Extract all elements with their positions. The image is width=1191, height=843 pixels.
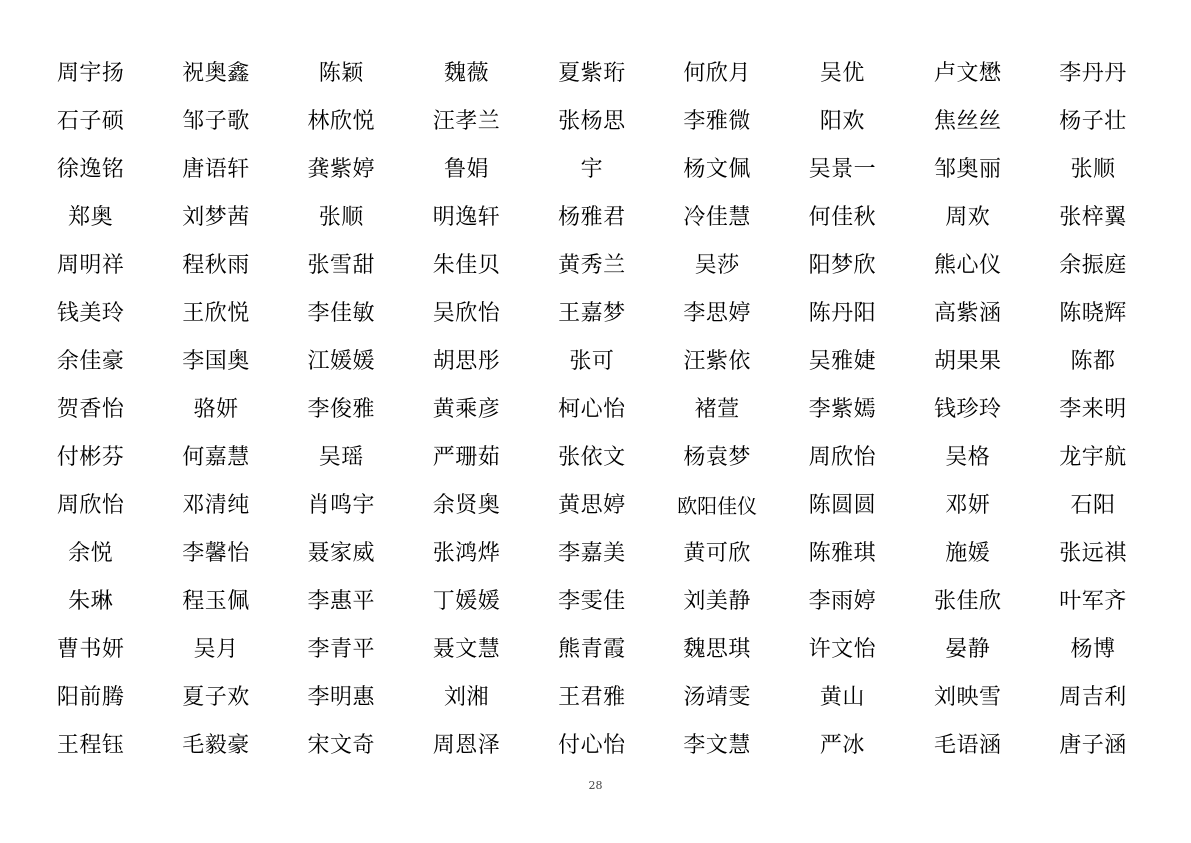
name-cell: 李佳敏: [307, 301, 375, 326]
name-cell: 李来明: [1059, 397, 1127, 422]
name-cell: 何佳秋: [808, 205, 877, 230]
name-cell: 杨子壮: [1059, 109, 1127, 134]
name-cell: 张佳欣: [933, 589, 1002, 614]
name-cell: 张可: [569, 349, 615, 374]
name-cell: 郑奥: [68, 205, 114, 230]
name-cell: 施媛: [945, 541, 991, 566]
name-cell: 杨博: [1070, 637, 1116, 662]
name-cell: 李明惠: [307, 685, 375, 710]
name-cell: 刘梦茜: [182, 205, 250, 230]
name-cell: 李思婷: [683, 301, 751, 326]
name-cell: 徐逸铭: [56, 157, 125, 182]
name-cell: 熊青霞: [558, 637, 626, 662]
name-cell: 骆妍: [193, 397, 239, 422]
name-cell: 李丹丹: [1059, 61, 1127, 86]
name-cell: 石阳: [1070, 493, 1116, 518]
name-cell: 余佳豪: [56, 349, 125, 374]
name-cell: 唐语轩: [182, 157, 250, 182]
name-cell: 张杨思: [558, 109, 626, 134]
name-cell: 严冰: [819, 733, 865, 758]
name-cell: 严珊茹: [432, 445, 501, 470]
name-cell: 李国奥: [182, 349, 250, 374]
name-cell: 鲁娟: [444, 157, 490, 182]
name-cell: 江媛媛: [307, 349, 375, 374]
name-cell: 吴莎: [694, 253, 740, 278]
name-cell: 吴优: [819, 61, 865, 86]
name-cell: 李雅微: [683, 109, 751, 134]
name-cell: 汪紫依: [683, 349, 751, 374]
name-cell: 吴月: [193, 637, 239, 662]
name-cell: 刘映雪: [933, 685, 1002, 710]
name-cell: 冷佳慧: [683, 205, 751, 230]
name-cell: 陈颖: [318, 61, 364, 86]
name-cell: 高紫涵: [933, 301, 1002, 326]
name-cell: 陈都: [1070, 349, 1116, 374]
name-cell: 阳前腾: [56, 685, 125, 710]
name-cell: 杨雅君: [558, 205, 626, 230]
name-cell: 李俊雅: [307, 397, 375, 422]
name-cell: 程秋雨: [182, 253, 250, 278]
name-cell: 欧阳佳仪: [677, 494, 758, 518]
name-cell: 毛毅豪: [182, 733, 250, 758]
name-cell: 朱琳: [68, 589, 114, 614]
name-cell: 林欣悦: [307, 109, 375, 134]
name-cell: 周欢: [945, 205, 991, 230]
name-cell: 李雨婷: [808, 589, 877, 614]
name-cell: 程玉佩: [182, 589, 250, 614]
name-cell: 毛语涵: [933, 733, 1002, 758]
name-cell: 石子硕: [56, 109, 125, 134]
name-cell: 邓清纯: [182, 493, 250, 518]
name-cell: 阳欢: [819, 109, 865, 134]
name-cell: 李文慧: [683, 733, 751, 758]
name-cell: 黄可欣: [683, 541, 751, 566]
name-cell: 魏思琪: [683, 637, 751, 662]
name-cell: 黄山: [819, 685, 865, 710]
name-cell: 余贤奥: [432, 493, 501, 518]
name-cell: 龙宇航: [1059, 445, 1127, 470]
name-cell: 王嘉梦: [558, 301, 626, 326]
name-cell: 杨袁梦: [683, 445, 751, 470]
name-cell: 张顺: [318, 205, 364, 230]
name-cell: 卢文懋: [933, 61, 1002, 86]
name-cell: 余振庭: [1059, 253, 1127, 278]
name-cell: 陈晓辉: [1059, 301, 1127, 326]
name-cell: 吴景一: [808, 157, 877, 182]
name-cell: 张依文: [558, 445, 626, 470]
name-cell: 李青平: [307, 637, 375, 662]
name-cell: 邹奥丽: [933, 157, 1002, 182]
name-cell: 李嘉美: [558, 541, 626, 566]
name-cell: 黄乘彦: [432, 397, 501, 422]
name-cell: 熊心仪: [933, 253, 1002, 278]
name-cell: 曹书妍: [56, 637, 125, 662]
name-cell: 吴雅婕: [808, 349, 877, 374]
name-cell: 陈丹阳: [808, 301, 877, 326]
name-cell: 许文怡: [808, 637, 877, 662]
name-cell: 夏紫珩: [558, 61, 626, 86]
name-cell: 胡果果: [933, 349, 1002, 374]
name-cell: 汪孝兰: [432, 109, 501, 134]
name-cell: 余悦: [68, 541, 114, 566]
name-cell: 黄秀兰: [558, 253, 626, 278]
name-cell: 钱美玲: [56, 301, 125, 326]
name-cell: 肖鸣宇: [307, 493, 375, 518]
name-cell: 付彬芬: [56, 445, 125, 470]
name-cell: 龚紫婷: [307, 157, 375, 182]
name-cell: 晏静: [945, 637, 991, 662]
name-cell: 柯心怡: [558, 397, 626, 422]
name-cell: 钱珍玲: [933, 397, 1002, 422]
name-cell: 魏薇: [444, 61, 490, 86]
name-cell: 刘美静: [683, 589, 751, 614]
name-cell: 明逸轩: [432, 205, 501, 230]
name-cell: 焦丝丝: [933, 109, 1002, 134]
name-cell: 王君雅: [558, 685, 626, 710]
name-cell: 贺香怡: [56, 397, 125, 422]
name-cell: 黄思婷: [558, 493, 626, 518]
name-cell: 张鸿烨: [432, 541, 501, 566]
name-cell: 杨文佩: [683, 157, 751, 182]
name-cell: 宇: [580, 157, 604, 182]
name-cell: 李惠平: [307, 589, 375, 614]
name-cell: 王欣悦: [182, 301, 250, 326]
name-cell: 张梓翼: [1059, 205, 1127, 230]
name-cell: 聂家威: [307, 541, 375, 566]
name-cell: 宋文奇: [307, 733, 375, 758]
name-cell: 叶军齐: [1059, 589, 1127, 614]
name-cell: 周吉利: [1059, 685, 1127, 710]
name-cell: 邓妍: [945, 493, 991, 518]
name-cell: 周欣怡: [56, 493, 125, 518]
name-cell: 朱佳贝: [432, 253, 501, 278]
name-cell: 阳梦欣: [808, 253, 877, 278]
name-cell: 唐子涵: [1059, 733, 1127, 758]
name-cell: 邹子歌: [182, 109, 250, 134]
name-cell: 付心怡: [558, 733, 626, 758]
name-cell: 王程钰: [56, 733, 125, 758]
name-cell: 祝奥鑫: [182, 61, 250, 86]
name-cell: 刘湘: [444, 685, 490, 710]
name-cell: 吴瑶: [318, 445, 364, 470]
name-cell: 李紫嫣: [808, 397, 877, 422]
name-cell: 何嘉慧: [182, 445, 250, 470]
name-cell: 张雪甜: [307, 253, 375, 278]
name-cell: 张远祺: [1059, 541, 1127, 566]
name-cell: 陈雅琪: [808, 541, 877, 566]
name-cell: 何欣月: [683, 61, 751, 86]
name-cell: 陈圆圆: [808, 493, 877, 518]
name-cell: 周欣怡: [808, 445, 877, 470]
name-cell: 褚萱: [694, 397, 740, 422]
name-cell: 周宇扬: [56, 61, 125, 86]
name-cell: 丁媛媛: [432, 589, 501, 614]
name-cell: 胡思彤: [432, 349, 501, 374]
name-cell: 夏子欢: [182, 685, 250, 710]
name-cell: 吴欣怡: [432, 301, 501, 326]
name-cell: 汤靖雯: [683, 685, 751, 710]
name-cell: 周恩泽: [432, 733, 501, 758]
name-grid: [28, 50, 1156, 770]
name-cell: 周明祥: [56, 253, 125, 278]
page-number: 28: [588, 779, 603, 792]
name-cell: 李雯佳: [558, 589, 626, 614]
name-cell: 吴格: [945, 445, 991, 470]
name-cell: 聂文慧: [432, 637, 501, 662]
name-cell: 李馨怡: [182, 541, 250, 566]
name-cell: 张顺: [1070, 157, 1116, 182]
